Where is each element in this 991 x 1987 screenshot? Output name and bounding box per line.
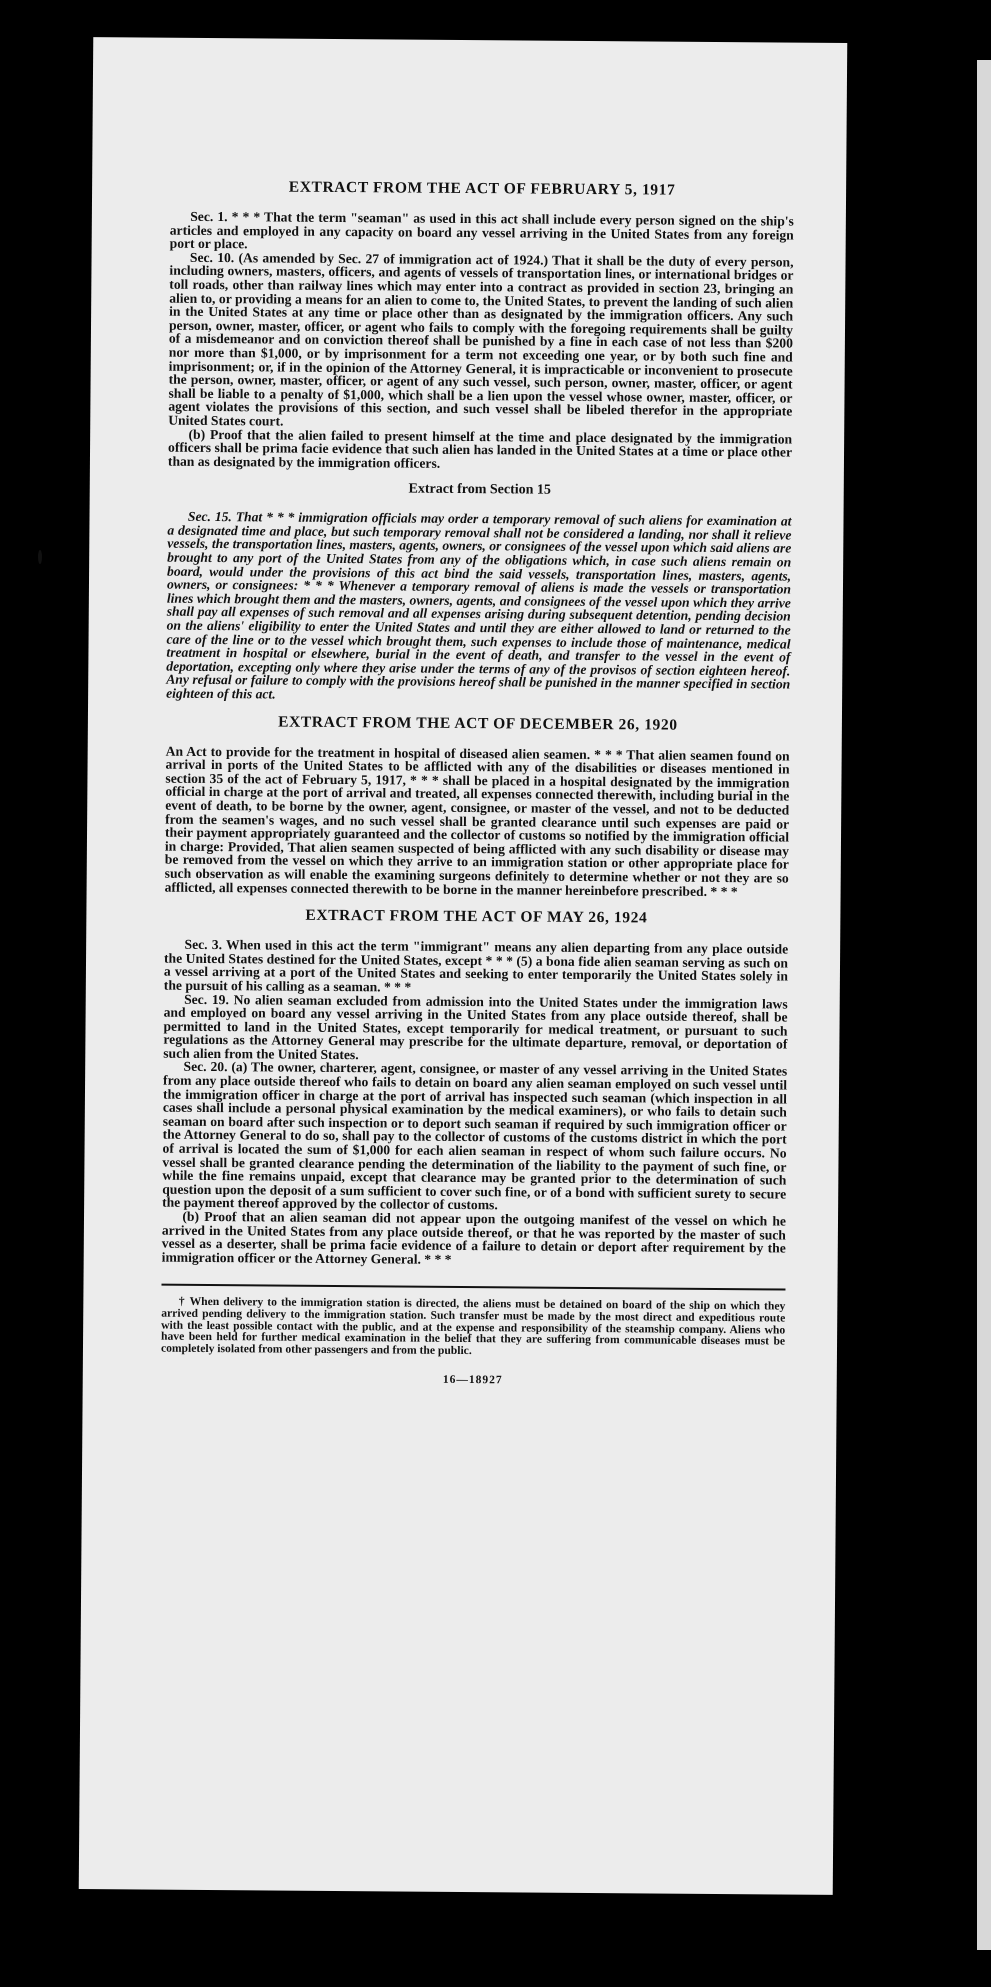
print-job-number: 16—18927 bbox=[442, 1374, 503, 1387]
paragraph: Sec. 19. No alien seaman excluded from admission into the United States under the immigration laws and employed on board any vessel arriving in the United States from any place outside thereof, shall be permitted to land in the United States, except temporarily for medical treatment, or pursuant to such regulations as the Attorney General may prescribe for the ultimate departure, removal, or deportation of such alien from the United States. bbox=[163, 991, 788, 1063]
section-subtitle: Extract from Section 15 bbox=[408, 481, 552, 498]
scanner-edge-strip bbox=[977, 60, 991, 1950]
paragraph: Sec. 20. (a) The owner, charterer, agent, consignee, or master of any vessel arriving in the United States from any place outside thereof who fails to detain on board any alien seaman employed on such vessel until the immigration officer in charge at the port of arrival has inspected such seaman (which inspection in all cases shall include a personal physical examination by the medical examiners), or who fails to detain such seaman on board after such inspection or to deport such seaman if required by such immigration officer or the Attorney General to do so, shall pay to the collector of customs of the customs district in which the port of arrival is located the sum of $1,000 for each alien seaman in respect of whom such failure occurs. No vessel shall be granted clearance pending the determination of the liability to the payment of such fine, or while the fine remains unpaid, except that clearance may be granted prior to the determination of such question upon the deposit of a sum sufficient to cover such fine, or of a bond with sufficient surety to secure the payment thereof approved by the collector of customs. bbox=[162, 1059, 788, 1213]
paragraph: (b) Proof that the alien failed to present himself at the time and place designated by the immigration officers shall be prima facie evidence that such alien has landed in the United States at a time or place other than as designated by the immigration officers. bbox=[167, 426, 793, 471]
section-15-extract bbox=[166, 480, 792, 705]
paragraph: Sec. 1. * * * That the term "seaman" as used in this act shall include every person signed on the ship's articles and employed in any capacity on board any vessel arriving in the United States from any foreign port or place. bbox=[169, 208, 794, 252]
document-page bbox=[79, 37, 848, 1895]
paragraph: Sec. 10. (As amended by Sec. 27 of immigration act of 1924.) That it shall be the duty of every person, including owners, masters, officers, and agents of vessels of transportation lines, or international bridges or toll roads, other than railway lines which may enter into a contract as provided in section 23, bringing an alien to, or providing a means for an alien to come to, the United States, to prevent the landing of such alien in the United States at any time or place other than as designated by the immigration officers. Any such person, owner, master, officer, or agent who fails to comply with the foregoing requirements shall be guilty of a misdemeanor and on conviction thereof shall be punished by a fine in each case of not less than $200 nor more than $1,000, or by imprisonment for a term not exceeding one year, or by both such fine and imprisonment; or, if in the opinion of the Attorney General, it is impracticable or inconvenient to prosecute the person, owner, master, officer, or agent of any such vessel, such person, owner, master, officer, or agent shall be liable to a penalty of $1,000, which shall be a lien upon the vessel whose owner, master, officer, or agent violates the provisions of this section, and such vessel shall be libeled therefor in the appropriate United States court. bbox=[168, 249, 794, 429]
footnote: † When delivery to the immigration station is directed, the aliens must be detained on board of the ship on which they arrived pending delivery to the immigration station. Such transfer must be made by the most direct and expeditious route with the least possible contact with the public, and at the expense and responsibility of the steamship company. Aliens who have been held for further medical examination in the belief that they are suffering from communicable diseases must be completely isolated from other passengers and from the public. bbox=[160, 1295, 786, 1357]
section-title: EXTRACT FROM THE ACT OF MAY 26, 1924 bbox=[305, 906, 648, 927]
dust-speck bbox=[38, 550, 42, 564]
section-title: EXTRACT FROM THE ACT OF DECEMBER 26, 1920 bbox=[278, 713, 678, 734]
act-1924-section bbox=[162, 906, 789, 1269]
paragraph: An Act to provide for the treatment in hospital of diseased alien seamen. * * * That alien seamen found on arrival in ports of the United States to be afflicted with any of the disabilities or diseases mentioned in section 35 of the act of February 5, 1917, * * * shall be placed in a hospital designated by the immigration official in charge at the port of arrival and treated, all expenses connected therewith, including burial in the event of death, to be borne by the owner, agent, consignee, or master of the vessel, and not to be deducted from the seamen's wages, and no such vessel shall be granted clearance until such expenses are paid or their payment appropriately guaranteed and the collector of customs so notified by the immigration official in charge: Provided, That alien seamen suspected of being afflicted with any such disability or disease may be removed from the vessel on which they arrive to an immigration station or other appropriate place for such observation as will enable the examining surgeons definitely to determine whether or not they are so afflicted, all expenses connected therewith to be borne in the manner hereinbefore prescribed. * * * bbox=[164, 743, 790, 899]
act-1917-section bbox=[168, 178, 794, 473]
paragraph: (b) Proof that an alien seaman did not appear upon the outgoing manifest of the vessel on which he arrived in the United States from any place outside thereof, or that he was reported by the master of such vessel as a deserter, shall be prima facie evidence of a failure to detain or deport after requirement by the immigration officer or the Attorney General. * * * bbox=[161, 1208, 787, 1267]
footnote-divider bbox=[161, 1284, 785, 1291]
paragraph: Sec. 3. When used in this act the term "immigrant" means any alien departing from any place outside the United States destined for the United States, except * * * (5) a bona fide alien seaman serving as such on a vessel arriving at a port of the United States and seeking to enter temporarily the United States solely in the pursuit of his calling as a seaman. * * * bbox=[163, 936, 789, 995]
paragraph: Sec. 15. That * * * immigration officials may order a temporary removal of such aliens for examination at a designated time and place, but such temporary removal shall not be considered a landing, nor shall it relieve vessels, the transportation lines, masters, agents, owners, or consignees of the vessel upon which said aliens are brought to any port of the United States from any of the obligations which, in case such aliens remain on board, would under the provisions of this act bind the said vessels, transportation lines, masters, agents, owners, or consignees: * * * Whenever a temporary removal of aliens is made the vessels or transportation lines which brought them and the masters, owners, agents, and consignees of the vessel upon which they arrive shall pay all expenses of such removal and all expenses arising during subsequent detention, pending decision on the aliens' eligibility to enter the United States and until they are either allowed to land or returned to the care of the line or to the vessel which brought them, such expenses to include those of maintenance, medical treatment in hospital or elsewhere, burial in the event of death, and transfer to the vessel in the event of deportation, excepting only where they arise under the terms of any of the provisos of section eighteen hereof. Any refusal or failure to comply with the provisions hereof shall be punished in the manner specified in section eighteen of this act. bbox=[166, 509, 792, 702]
act-1920-section bbox=[165, 712, 790, 898]
section-title: EXTRACT FROM THE ACT OF FEBRUARY 5, 1917 bbox=[288, 178, 676, 199]
